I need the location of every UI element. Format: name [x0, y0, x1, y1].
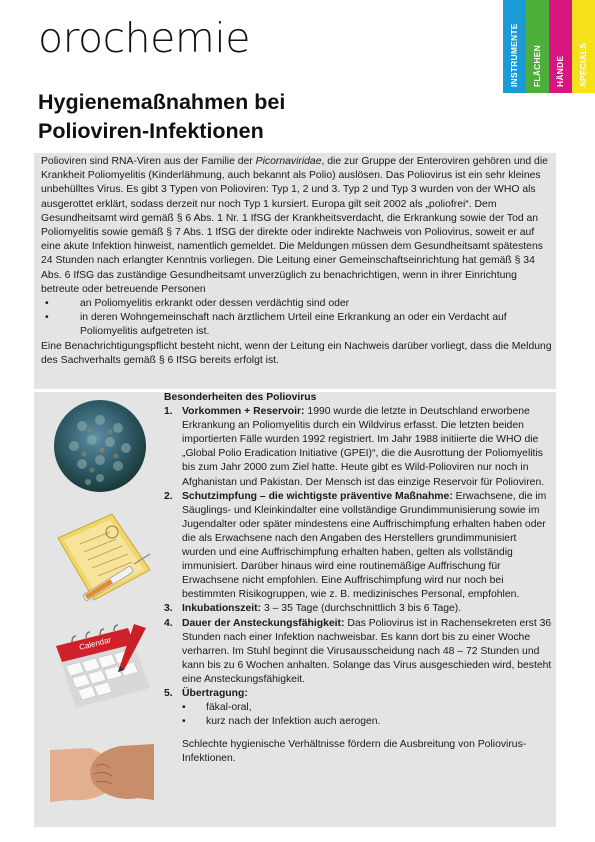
brand-logo: orochemie [38, 14, 250, 62]
title-line-2: Polioviren-Infektionen [38, 119, 264, 143]
details-list [158, 405, 553, 729]
handshake-illustration [50, 720, 154, 820]
intro-text [41, 155, 555, 368]
item-label: Übertragung: [182, 687, 248, 699]
list-item: 3. Inkubationszeit: 3 – 35 Tage (durchschnittlich 3 bis 6 Tage). [164, 603, 462, 615]
tab-label: HÄNDE [555, 55, 565, 87]
item-label: Vorkommen + Reservoir: [182, 406, 305, 418]
tab-specials[interactable] [572, 0, 595, 93]
list-item: • in deren Wohngemeinschaft nach ärztlichem Urteil eine Erkrankung an oder ein Verdacht auf Poliomyelitis aufgetreten ist. [41, 311, 555, 339]
intro-box [34, 153, 556, 389]
item-label: Schutzimpfung – die wichtigste präventive Maßnahme: [182, 490, 453, 502]
list-item: • kurz nach der Infektion auch aerogen. [182, 715, 553, 729]
list-item: 4. Dauer der Ansteckungsfähigkeit: Das Poliovirus ist in Rachensekreten erst 36 Stunden nach einer Infektion nachweisbar. Es kann dort bis zu einer Woche verharren. Im Stuhl beginnt die Virusausscheidung nach 48 – 72 Stunden und kann bis zu 6 Wochen anhalten. Solange das Virus ausgeschieden wird, besteht eine Ansteckungsfähigkeit. [164, 617, 552, 685]
item-label: Dauer der Ansteckungsfähigkeit: [182, 617, 345, 629]
transmission-list [182, 701, 553, 729]
item-label: Inkubationszeit: [182, 603, 262, 615]
tab-label: SPECIALS [578, 42, 588, 87]
svg-text:Calendar: Calendar [78, 635, 112, 652]
intro-paragraph-1: Polioviren sind RNA-Viren aus der Familie der Picornaviridae, die zur Gruppe der Enteroviren gehören und die Krankheit Poliomyelitis (Kinderlähmung, auch bekannt als Polio) auslösen. Das Poliovirus ist ein sehr kleines unbehülltes Virus. Es gibt 3 Typen von Polioviren: Typ 1, 2 und 3. Typ 2 und Typ 3 wurden von der WHO als ausgerottet erklärt, sodass derzeit nur noch Typ 1 kursiert. Europa gilt seit 2002 als „poliofrei“. Dem Gesundheitsamt wird gemäß § 6 Abs. 1 Nr. 1 IfSG der Krankheitsverdacht, die Erkrankung sowie der Tod an Poliomyelitis sowie gemäß § 7 Abs. 1 IfSG der direkte oder indirekte Nachweis von Poliovirus, soweit er auf eine akute Infektion hinweist, namentlich gemeldet. Die Meldungen müssen dem Gesundheitsamt spätestens 24 Stunden nach erlangter Kenntnis vorliegen. Die Leitung einer Gemeinschaftseinrichtung hat gemäß § 34 Abs. 6 IfSG das zuständige Gesundheitsamt unverzüglich zu benachrichtigen, wenn in ihrer Einrichtung betreute oder betreuende Personen [41, 156, 548, 295]
tab-haende[interactable] [549, 0, 572, 93]
list-item: • an Poliomyelitis erkrankt oder dessen verdächtig sind oder [41, 297, 555, 311]
vaccination-illustration [50, 508, 154, 608]
section-heading: Besonderheiten des Poliovirus [164, 392, 317, 403]
family-name: Picornaviridae [255, 156, 322, 167]
category-tabs [503, 0, 595, 93]
list-item: • fäkal-oral, [182, 701, 553, 715]
details-content [158, 391, 553, 766]
closing-note: Schlechte hygienische Verhältnisse fördern die Ausbreitung von Poliovirus-Infektionen. [182, 739, 527, 765]
intro-paragraph-2: Eine Benachrichtigungspflicht besteht nicht, wenn der Leitung ein Nachweis darüber vorliegt, dass die Meldung des Sachverhalts gemäß § 6 IfSG bereits erfolgt ist. [41, 340, 552, 366]
title-line-1: Hygienemaßnahmen bei [38, 90, 286, 114]
tab-instrumente[interactable] [503, 0, 526, 93]
list-item: 2. Schutzimpfung – die wichtigste präventive Maßnahme: Erwachsene, die im Säuglings- und Kleinkindalter eine vollständige Grundimmunisierung sowie im Jugendalter oder später mindestens eine Auffrischimpfung erhalten haben oder die als Erwachsene nach den Angaben des Herstellers grundimmunisiert wurden und eine Auffrischimpfung erhalten haben, gelten als vollständig immunisiert. Darüber hinaus wird eine routinemäßige Auffrischung für Erwachsene nicht empfohlen. Eine Auffrischimpfung wird nur noch bei bestimmten Risikogruppen, wie z. B. medizinisches Personal, empfohlen. [164, 490, 547, 601]
intro-bullets [41, 297, 555, 340]
tab-label: INSTRUMENTE [509, 23, 519, 87]
tab-label: FLÄCHEN [532, 44, 542, 87]
tab-flaechen[interactable] [526, 0, 549, 93]
calendar-illustration [50, 618, 154, 714]
list-item: 5. Übertragung: • fäkal-oral, • kurz nach der Infektion auch aerogen. [158, 687, 553, 729]
page-title [38, 88, 285, 146]
virus-illustration [52, 398, 148, 494]
list-item: 1. Vorkommen + Reservoir: 1990 wurde die letzte in Deutschland erworbene Erkrankung an Poliomyelitis durch ein Wildvirus erfasst. Die letzten beiden importierten Fälle wurden 1992 registriert. Im Jahr 1988 initiierte die WHO die „Global Polio Eradication Initiative (GPEI)“, die die Ausrottung der Poliomyelitis bis zum Jahr 2000 zum Ziel hatte. Heute gibt es Wild-Polioviren nur noch in Afghanistan und Pakistan. Der Mensch ist das einzige Reservoir für Polioviren. [164, 406, 545, 488]
